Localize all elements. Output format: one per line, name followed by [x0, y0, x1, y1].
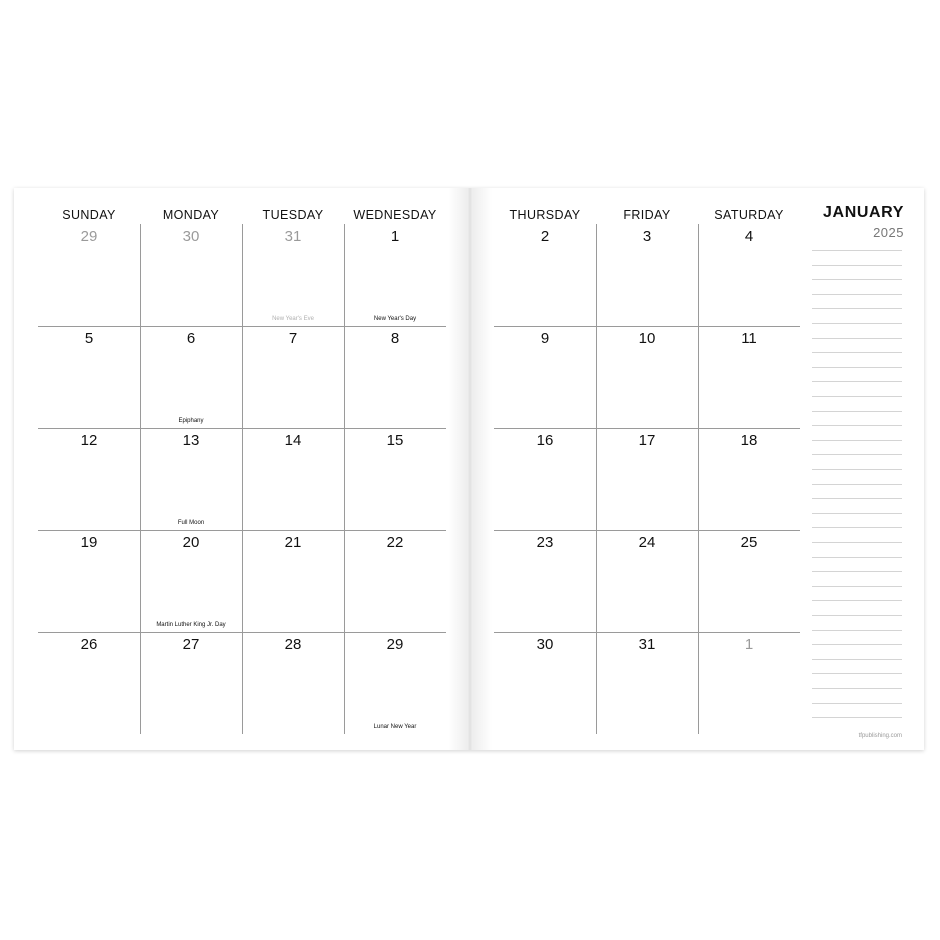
note-line: [812, 265, 902, 266]
day-number: 18: [740, 432, 758, 449]
note-line: [812, 513, 902, 514]
note-line: [812, 352, 902, 353]
weekday-header-wednesday: WEDNESDAY: [353, 208, 437, 222]
note-line: [812, 411, 902, 412]
weekday-header-monday: MONDAY: [162, 208, 220, 222]
day-cell[interactable]: [242, 530, 344, 632]
day-cell[interactable]: [698, 428, 800, 530]
day-cell[interactable]: [242, 224, 344, 326]
day-number: 1: [390, 228, 400, 245]
day-cell[interactable]: [140, 224, 242, 326]
day-number: 30: [182, 228, 200, 245]
holiday-note: Epiphany: [178, 418, 204, 424]
note-line: [812, 615, 902, 616]
day-number: 30: [536, 636, 554, 653]
day-cell[interactable]: [344, 326, 446, 428]
note-line: [812, 381, 902, 382]
day-number: 13: [182, 432, 200, 449]
day-cell[interactable]: [242, 428, 344, 530]
day-cell[interactable]: [494, 530, 596, 632]
publisher-footer: tfpublishing.com: [858, 733, 902, 739]
week-divider: [494, 632, 800, 633]
note-line: [812, 703, 902, 704]
day-number: 25: [740, 534, 758, 551]
day-cell[interactable]: [140, 632, 242, 734]
weekday-header-friday: FRIDAY: [623, 208, 671, 222]
day-divider: [344, 224, 345, 734]
day-divider: [140, 224, 141, 734]
left-page: [14, 188, 468, 750]
notes-lines: [812, 250, 902, 720]
note-line: [812, 425, 902, 426]
day-cell[interactable]: [38, 632, 140, 734]
day-cell[interactable]: [494, 326, 596, 428]
note-line: [812, 557, 902, 558]
note-line: [812, 454, 902, 455]
day-cell[interactable]: [698, 326, 800, 428]
day-number: 19: [80, 534, 98, 551]
page-gutter: [448, 188, 492, 750]
day-number: 15: [386, 432, 404, 449]
day-number: 17: [638, 432, 656, 449]
holiday-note: New Year's Day: [373, 316, 417, 322]
day-cell[interactable]: [698, 224, 800, 326]
note-line: [812, 250, 902, 251]
day-number: 26: [80, 636, 98, 653]
day-cell[interactable]: [38, 326, 140, 428]
day-number: 23: [536, 534, 554, 551]
note-line: [812, 673, 902, 674]
note-line: [812, 644, 902, 645]
note-line: [812, 469, 902, 470]
day-number: 8: [390, 330, 400, 347]
note-line: [812, 600, 902, 601]
day-cell[interactable]: [344, 530, 446, 632]
day-number: 6: [186, 330, 196, 347]
note-line: [812, 688, 902, 689]
day-number: 10: [638, 330, 656, 347]
day-cell[interactable]: [698, 632, 800, 734]
day-cell[interactable]: [344, 224, 446, 326]
day-cell[interactable]: [494, 428, 596, 530]
day-number: 16: [536, 432, 554, 449]
planner-spread: [14, 188, 924, 750]
day-cell[interactable]: [242, 326, 344, 428]
note-line: [812, 717, 902, 718]
day-divider: [596, 224, 597, 734]
day-number: 3: [642, 228, 652, 245]
day-number: 29: [386, 636, 404, 653]
day-number: 31: [638, 636, 656, 653]
holiday-note: Full Moon: [177, 520, 205, 526]
note-line: [812, 338, 902, 339]
holiday-note: Lunar New Year: [373, 724, 417, 730]
day-number: 28: [284, 636, 302, 653]
note-line: [812, 630, 902, 631]
day-cell[interactable]: [494, 632, 596, 734]
day-cell[interactable]: [596, 428, 698, 530]
day-number: 11: [741, 330, 757, 347]
day-cell[interactable]: [242, 632, 344, 734]
note-line: [812, 367, 902, 368]
day-number: 21: [284, 534, 302, 551]
note-line: [812, 484, 902, 485]
weekday-header-tuesday: TUESDAY: [262, 208, 324, 222]
day-cell[interactable]: [596, 530, 698, 632]
day-number: 5: [84, 330, 94, 347]
day-cell[interactable]: [596, 632, 698, 734]
day-cell[interactable]: [596, 224, 698, 326]
note-line: [812, 279, 902, 280]
year-label: 2025: [873, 225, 904, 240]
day-number: 9: [540, 330, 550, 347]
note-line: [812, 440, 902, 441]
note-line: [812, 542, 902, 543]
day-cell[interactable]: [494, 224, 596, 326]
day-number: 22: [386, 534, 404, 551]
day-number: 24: [638, 534, 656, 551]
weekday-header-saturday: SATURDAY: [714, 208, 784, 222]
day-number: 4: [744, 228, 754, 245]
note-line: [812, 527, 902, 528]
weekday-header-thursday: THURSDAY: [509, 208, 581, 222]
note-line: [812, 586, 902, 587]
note-line: [812, 323, 902, 324]
day-divider: [242, 224, 243, 734]
weekday-header-sunday: SUNDAY: [62, 208, 116, 222]
note-line: [812, 659, 902, 660]
month-title: JANUARY: [823, 204, 904, 221]
day-cell[interactable]: [140, 530, 242, 632]
note-line: [812, 308, 902, 309]
day-cell[interactable]: [344, 428, 446, 530]
day-number: 1: [744, 636, 754, 653]
day-cell[interactable]: [344, 632, 446, 734]
note-line: [812, 294, 902, 295]
day-number: 29: [80, 228, 98, 245]
day-cell[interactable]: [596, 326, 698, 428]
day-number: 2: [540, 228, 550, 245]
note-line: [812, 396, 902, 397]
day-cell[interactable]: [38, 530, 140, 632]
day-number: 14: [284, 432, 302, 449]
week-divider: [494, 428, 800, 429]
day-number: 20: [182, 534, 200, 551]
week-divider: [494, 326, 800, 327]
right-page: [470, 188, 924, 750]
day-divider: [698, 224, 699, 734]
day-cell[interactable]: [38, 428, 140, 530]
note-line: [812, 571, 902, 572]
day-number: 7: [288, 330, 298, 347]
day-cell[interactable]: [140, 428, 242, 530]
day-cell[interactable]: [698, 530, 800, 632]
note-line: [812, 498, 902, 499]
holiday-note: Martin Luther King Jr. Day: [156, 622, 226, 628]
holiday-note: New Year's Eve: [272, 316, 314, 322]
day-cell[interactable]: [38, 224, 140, 326]
day-number: 12: [80, 432, 98, 449]
day-number: 27: [182, 636, 200, 653]
day-number: 31: [284, 228, 302, 245]
day-cell[interactable]: [140, 326, 242, 428]
week-divider: [494, 530, 800, 531]
